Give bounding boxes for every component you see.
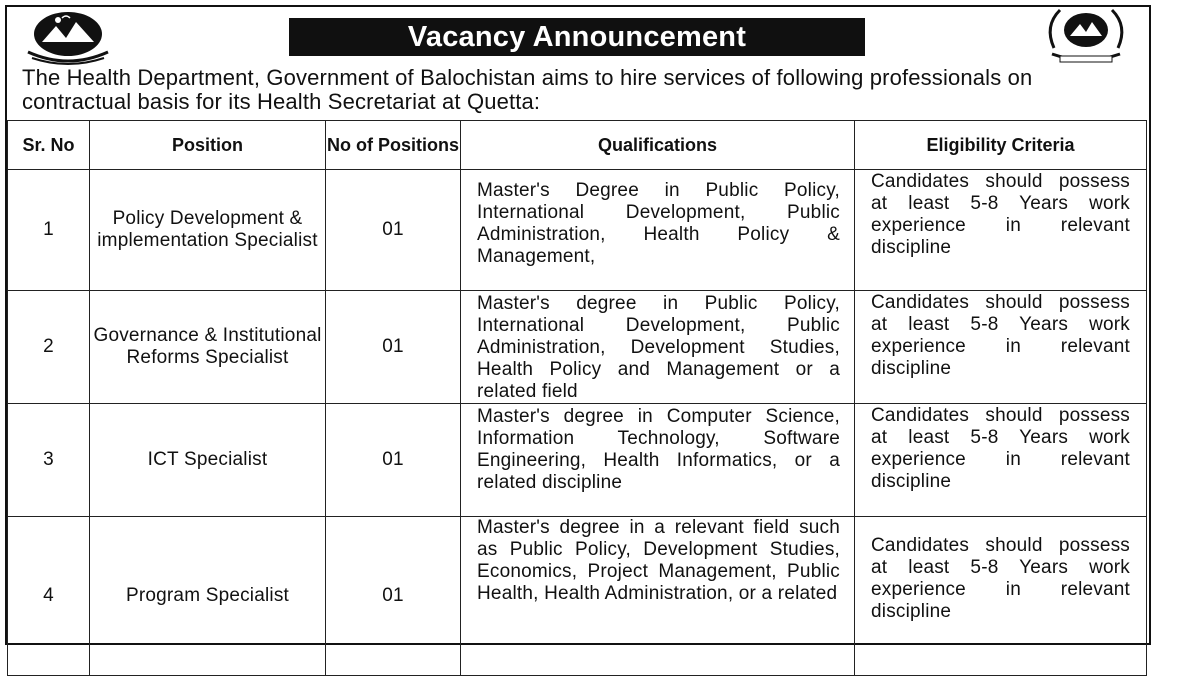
cell-no-of-positions: 01: [326, 404, 461, 517]
cell-no-of-positions: 01: [326, 170, 461, 291]
cell-qualifications: Master's degree in Computer Science, Information Technology, Software Engineering, Health Informatics, or a related discipline: [461, 404, 855, 517]
cell-sr-no: 2: [8, 291, 90, 404]
header-eligibility: Eligibility Criteria: [855, 121, 1147, 170]
cell-position: Governance & Institutional Reforms Specialist: [90, 291, 326, 404]
cell-sr-no: 3: [8, 404, 90, 517]
cell-position: Program Specialist: [90, 517, 326, 676]
vacancy-table: [7, 120, 1147, 676]
header-position: Position: [90, 121, 326, 170]
cell-position: Policy Development & implementation Specialist: [90, 170, 326, 291]
cell-eligibility: Candidates should possess at least 5-8 Years work experience in relevant discipline: [855, 404, 1147, 517]
cell-qualifications: Master's degree in a relevant field such as Public Policy, Development Studies, Economics, Project Management, Public Health, Health Administration, or a related: [461, 517, 855, 676]
cell-sr-no: 1: [8, 170, 90, 291]
cell-position: ICT Specialist: [90, 404, 326, 517]
cell-no-of-positions: 01: [326, 291, 461, 404]
table-row: [8, 291, 1147, 404]
table-row: [8, 404, 1147, 517]
cell-eligibility: Candidates should possess at least 5-8 Years work experience in relevant discipline: [855, 170, 1147, 291]
balochistan-emblem-logo: [22, 8, 114, 66]
table-row: [8, 170, 1147, 291]
header-sr-no: Sr. No: [8, 121, 90, 170]
cell-eligibility: Candidates should possess at least 5-8 Years work experience in relevant discipline: [855, 291, 1147, 404]
government-seal-logo: [1040, 6, 1132, 68]
header-no-of-positions: No of Positions: [326, 121, 461, 170]
cell-qualifications: Master's Degree in Public Policy, International Development, Public Administration, Health Policy & Management,: [461, 170, 855, 291]
header-qualifications: Qualifications: [461, 121, 855, 170]
cell-no-of-positions: 01: [326, 517, 461, 676]
table-header-row: [8, 121, 1147, 170]
cell-qualifications: Master's degree in Public Policy, International Development, Public Administration, Development Studies, Health Policy and Management or a related field: [461, 291, 855, 404]
page-title: Vacancy Announcement: [289, 18, 865, 56]
intro-paragraph: The Health Department, Government of Balochistan aims to hire services of following professionals on contractual basis for its Health Secretariat at Quetta:: [22, 65, 1033, 114]
cell-eligibility: Candidates should possess at least 5-8 Years work experience in relevant discipline: [855, 517, 1147, 676]
cell-sr-no: 4: [8, 517, 90, 676]
table-row: [8, 517, 1147, 676]
